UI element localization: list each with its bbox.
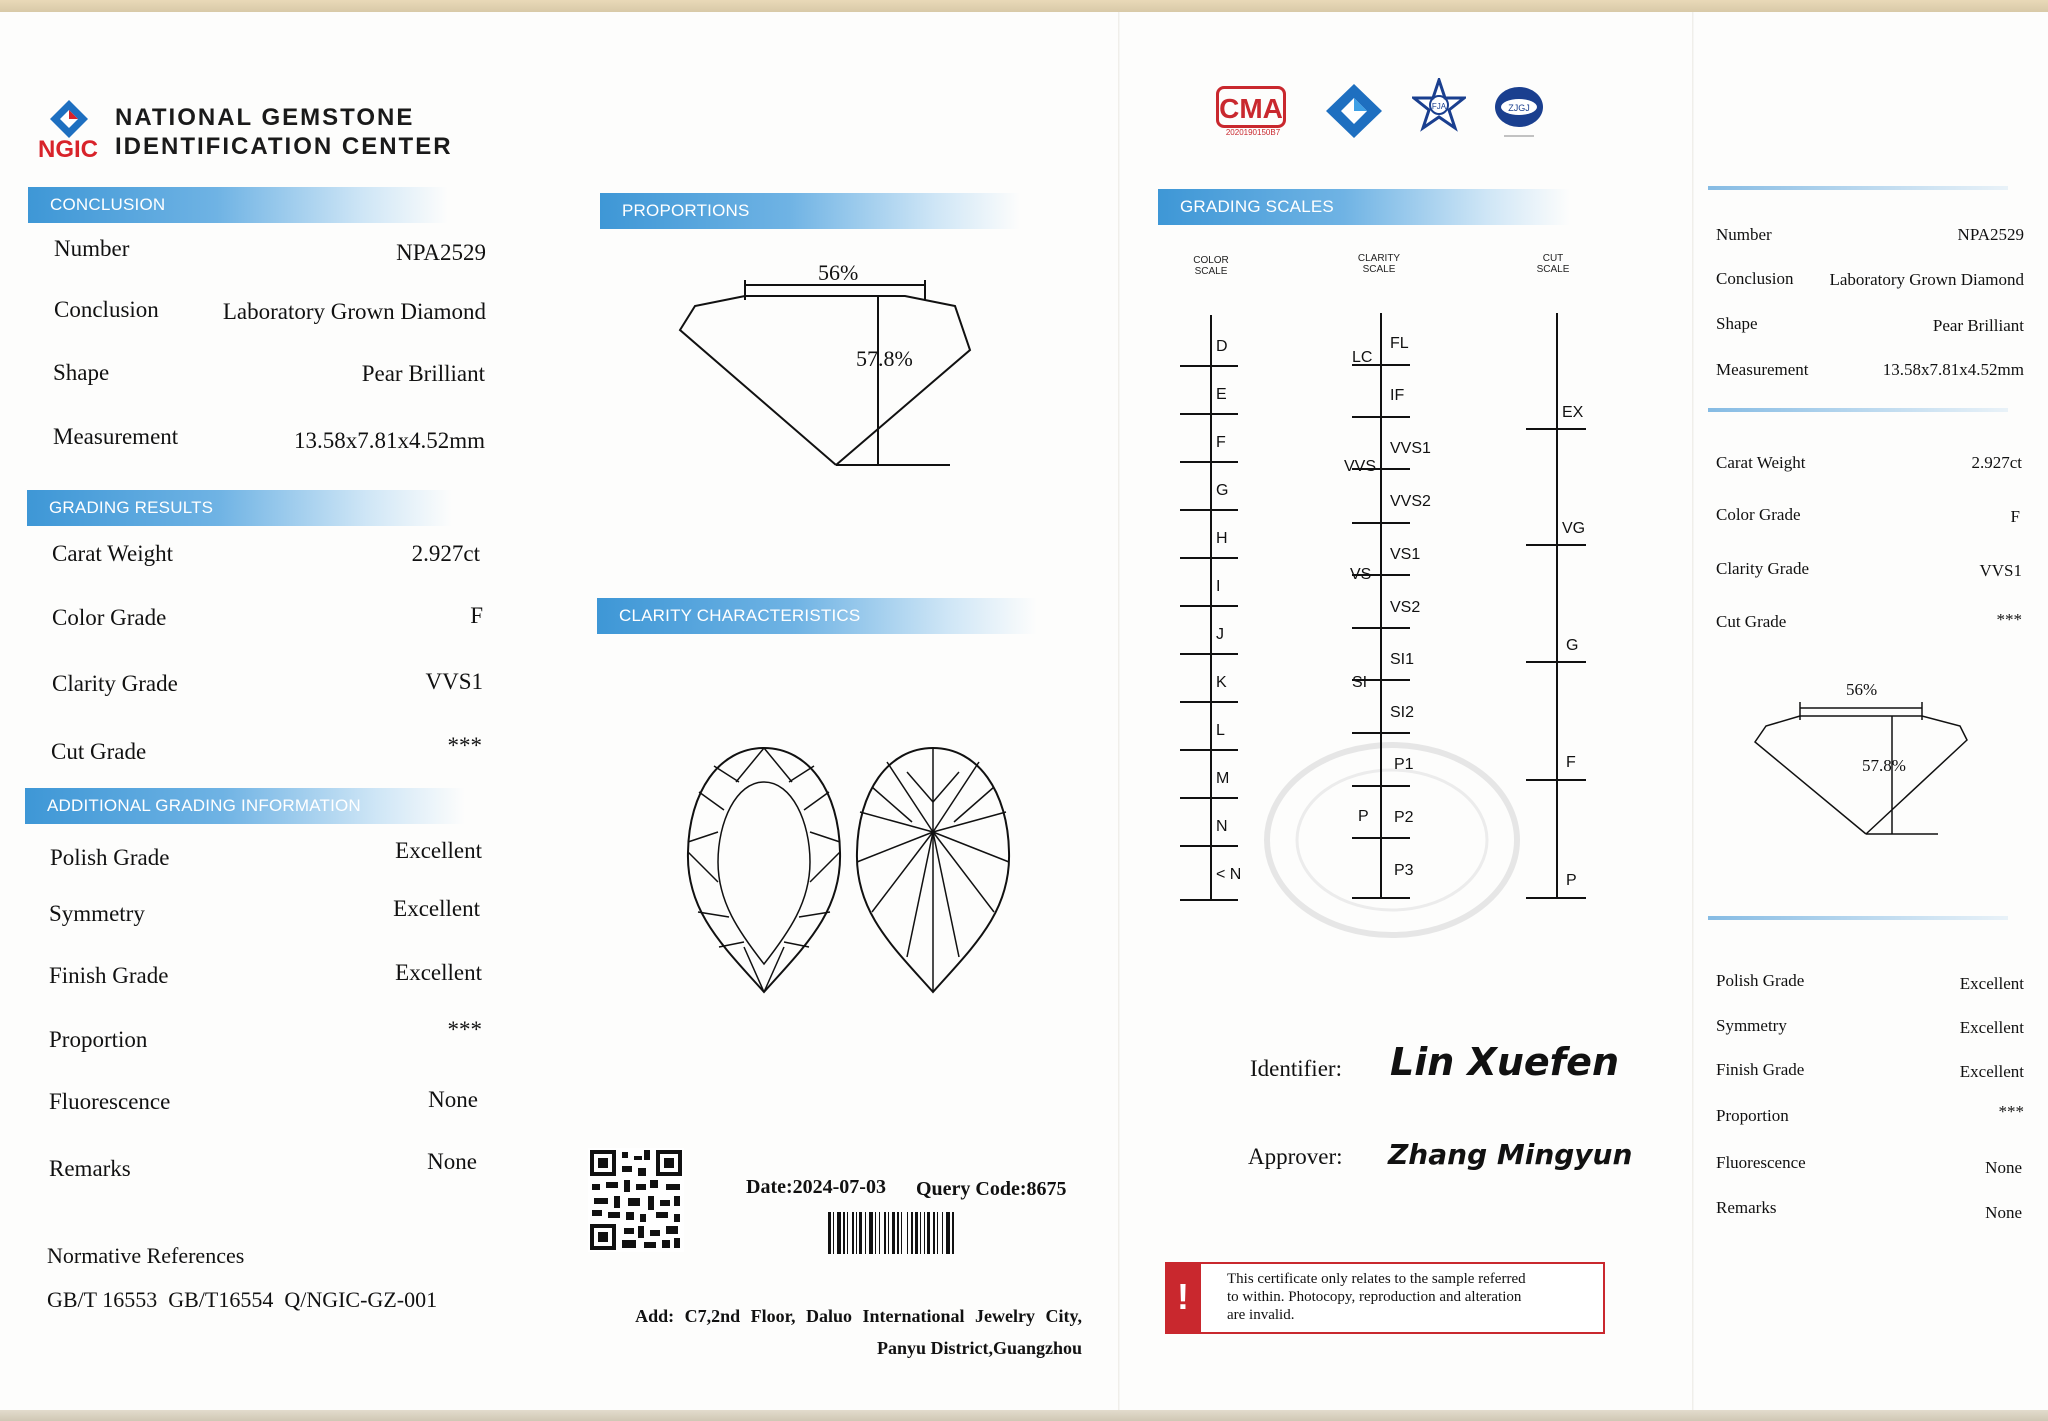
- depth-percent: 57.8%: [856, 346, 913, 371]
- paper-bottom-edge: [0, 1410, 2048, 1421]
- fold-line: [1118, 12, 1120, 1410]
- clarity-grade-si1: SI1: [1390, 651, 1415, 668]
- clarity-group-p: P: [1358, 808, 1369, 825]
- cma-number: 2020190150B7: [1225, 128, 1281, 137]
- disclaimer-line3: are invalid.: [1227, 1307, 1295, 1323]
- color-scale-axis: [1210, 315, 1212, 901]
- cut-scale-head-line1: CUT: [1542, 253, 1564, 264]
- proportion-diagram: [660, 260, 1000, 480]
- fluorescence-value: None: [428, 1087, 478, 1112]
- identifier-label: Identifier:: [1250, 1056, 1342, 1081]
- color-tick: [1180, 413, 1238, 415]
- issue-date: Date:2024-07-03: [746, 1176, 886, 1198]
- cut-grade-p: P: [1566, 872, 1577, 889]
- proportions-banner: PROPORTIONS: [600, 193, 1020, 229]
- cut-scale-head-line2: SCALE: [1536, 264, 1570, 275]
- cut-tick: [1526, 428, 1586, 430]
- color-grade-below-n: < N: [1216, 866, 1242, 883]
- org-name-line1: NATIONAL GEMSTONE: [115, 104, 415, 131]
- grading-scales-banner: GRADING SCALES: [1158, 189, 1570, 225]
- org-abbr: NGIC: [38, 136, 98, 163]
- org-name-line2: IDENTIFICATION CENTER: [115, 133, 453, 160]
- clarity-grade-p3: P3: [1394, 862, 1414, 879]
- cut-grade-label: Cut Grade: [51, 739, 147, 764]
- summary-divider: [1708, 186, 2008, 190]
- cut-grade-ex: EX: [1562, 404, 1584, 421]
- color-grade-j: J: [1216, 626, 1224, 643]
- cut-scale-head: [1528, 253, 1578, 275]
- summary-remarks-label: Remarks: [1716, 1198, 1777, 1217]
- clarity-grade-value: VVS1: [425, 669, 483, 694]
- color-grade-n: N: [1216, 818, 1228, 835]
- summary-shape-value: Pear Brilliant: [1932, 316, 2024, 335]
- cut-tick: [1526, 544, 1586, 546]
- clarity-group-si: SI: [1352, 674, 1368, 691]
- fold-line: [1692, 12, 1694, 1410]
- summary-divider: [1708, 916, 2008, 920]
- references-text: GB/T 16553 GB/T16554 Q/NGIC-GZ-001: [47, 1287, 438, 1312]
- summary-divider: [1708, 408, 2008, 412]
- color-grade-h: H: [1216, 530, 1228, 547]
- color-grade-i: I: [1216, 578, 1221, 595]
- pear-crown-plot: [684, 742, 844, 996]
- shape-value: Pear Brilliant: [361, 361, 485, 386]
- summary-remarks-value: None: [1985, 1203, 2022, 1222]
- identifier-signature: Lin Xuefen: [1390, 1040, 1620, 1084]
- pear-pavilion-plot: [852, 742, 1014, 996]
- paper-top-edge: [0, 0, 2048, 12]
- clarity-scale-head-line1: CLARITY: [1357, 253, 1401, 264]
- color-grade-e: E: [1216, 386, 1227, 403]
- color-grade-label: Color Grade: [52, 605, 167, 630]
- summary-finish-label: Finish Grade: [1716, 1060, 1805, 1079]
- clarity-grade-if: IF: [1390, 387, 1405, 404]
- clarity-tick: [1352, 732, 1410, 734]
- fluorescence-label: Fluorescence: [49, 1089, 171, 1114]
- proportion-label: Proportion: [49, 1027, 148, 1052]
- clarity-group-vs: VS: [1350, 566, 1372, 583]
- color-grade-g: G: [1216, 482, 1229, 499]
- cut-grade-f: F: [1566, 754, 1576, 771]
- summary-carat-value: 2.927ct: [1971, 453, 2022, 472]
- clarity-tick: [1352, 837, 1410, 839]
- symmetry-value: Excellent: [393, 896, 480, 921]
- measurement-value: 13.58x7.81x4.52mm: [293, 428, 485, 453]
- summary-table-percent: 56%: [1846, 680, 1878, 699]
- summary-cut-label: Cut Grade: [1716, 612, 1787, 631]
- summary-fluorescence-value: None: [1985, 1158, 2022, 1177]
- summary-number-label: Number: [1716, 225, 1772, 244]
- color-tick: [1180, 701, 1238, 703]
- summary-finish-value: Excellent: [1959, 1062, 2024, 1081]
- summary-polish-value: Excellent: [1959, 974, 2024, 993]
- cut-scale-axis: [1556, 313, 1558, 899]
- remarks-label: Remarks: [49, 1156, 131, 1181]
- color-tick: [1180, 557, 1238, 559]
- cut-grade-g: G: [1566, 637, 1579, 654]
- conclusion-banner: CONCLUSION: [28, 187, 448, 223]
- cut-tick: [1526, 661, 1586, 663]
- clarity-scale-head-line2: SCALE: [1362, 264, 1396, 275]
- color-scale-head-line2: SCALE: [1194, 266, 1228, 277]
- cut-tick: [1526, 779, 1586, 781]
- summary-conclusion-label: Conclusion: [1716, 269, 1794, 288]
- finish-label: Finish Grade: [49, 963, 169, 988]
- conclusion-label: Conclusion: [54, 297, 159, 322]
- summary-conclusion-value: Laboratory Grown Diamond: [1829, 270, 2024, 289]
- clarity-tick: [1352, 897, 1410, 899]
- cut-tick: [1526, 897, 1586, 899]
- color-scale-head-line1: COLOR: [1193, 255, 1229, 266]
- approver-signature: Zhang Mingyun: [1388, 1138, 1633, 1171]
- shape-label: Shape: [53, 360, 110, 385]
- clarity-grade-p1: P1: [1394, 756, 1414, 773]
- color-tick: [1180, 899, 1238, 901]
- clarity-group-vvs: VVS: [1344, 458, 1377, 475]
- clarity-group-lc: LC: [1352, 349, 1373, 366]
- clarity-tick: [1352, 416, 1410, 418]
- polish-label: Polish Grade: [50, 845, 170, 870]
- conclusion-value: Laboratory Grown Diamond: [222, 299, 486, 324]
- address-line2: Panyu District,Guangzhou: [876, 1338, 1082, 1358]
- barcode[interactable]: [828, 1212, 1070, 1254]
- summary-symmetry-label: Symmetry: [1716, 1016, 1787, 1035]
- summary-polish-label: Polish Grade: [1716, 971, 1805, 990]
- number-value: NPA2529: [396, 240, 486, 265]
- summary-number-value: NPA2529: [1957, 225, 2024, 244]
- svg-text:ZJGJ: ZJGJ: [1508, 103, 1530, 113]
- color-grade-f: F: [1216, 434, 1226, 451]
- fja-star-icon: [1412, 78, 1466, 132]
- summary-shape-label: Shape: [1716, 314, 1758, 333]
- cut-grade-value: ***: [447, 733, 482, 758]
- clarity-grade-label: Clarity Grade: [52, 671, 178, 696]
- qr-code[interactable]: [588, 1148, 684, 1252]
- proportion-value: ***: [447, 1017, 482, 1042]
- color-grade-d: D: [1216, 338, 1228, 355]
- disclaimer-text: [1227, 1270, 1526, 1324]
- carat-value: 2.927ct: [411, 541, 480, 566]
- clarity-scale-axis: [1380, 313, 1382, 899]
- ngic-mark-icon: [1322, 82, 1386, 140]
- summary-color-value: F: [2010, 507, 2020, 526]
- color-tick: [1180, 365, 1238, 367]
- number-label: Number: [54, 236, 130, 261]
- summary-clarity-value: VVS1: [1979, 561, 2022, 580]
- query-code: Query Code:8675: [916, 1178, 1067, 1200]
- warning-icon: !: [1165, 1262, 1201, 1332]
- remarks-value: None: [427, 1149, 477, 1174]
- clarity-tick: [1352, 785, 1410, 787]
- carat-label: Carat Weight: [52, 541, 173, 566]
- color-tick: [1180, 461, 1238, 463]
- disclaimer-box: [1165, 1262, 1605, 1334]
- clarity-grade-p2: P2: [1394, 809, 1414, 826]
- disclaimer-line2: to within. Photocopy, reproduction and alteration: [1227, 1289, 1522, 1305]
- disclaimer-line1: This certificate only relates to the sample referred: [1227, 1271, 1526, 1287]
- clarity-grade-vs2: VS2: [1390, 599, 1421, 616]
- clarity-tick: [1352, 522, 1410, 524]
- clarity-grade-fl: FL: [1390, 335, 1409, 352]
- summary-depth-percent: 57.8%: [1862, 756, 1906, 775]
- summary-measurement-label: Measurement: [1716, 360, 1809, 379]
- embossed-seal: [1262, 740, 1522, 940]
- zjgj-mark-icon: [1490, 84, 1548, 140]
- color-tick: [1180, 749, 1238, 751]
- polish-value: Excellent: [395, 838, 482, 863]
- references-title: Normative References: [47, 1243, 245, 1268]
- color-tick: [1180, 797, 1238, 799]
- summary-proportion-value: ***: [1998, 1102, 2024, 1121]
- color-tick: [1180, 653, 1238, 655]
- cut-grade-vg: VG: [1562, 520, 1586, 537]
- additional-info-banner: ADDITIONAL GRADING INFORMATION: [25, 788, 465, 824]
- address-line1: Add: C7,2nd Floor, Daluo International Jewelry City,: [635, 1306, 1082, 1326]
- summary-color-label: Color Grade: [1716, 505, 1801, 524]
- grading-results-banner: GRADING RESULTS: [27, 490, 452, 526]
- color-tick: [1180, 845, 1238, 847]
- summary-symmetry-value: Excellent: [1959, 1018, 2024, 1037]
- color-grade-value: F: [470, 603, 483, 628]
- symmetry-label: Symmetry: [49, 901, 145, 926]
- clarity-characteristics-banner: CLARITY CHARACTERISTICS: [597, 598, 1037, 634]
- measurement-label: Measurement: [53, 424, 179, 449]
- cma-mark-icon: CMA: [1216, 86, 1286, 128]
- summary-cut-value: ***: [1996, 610, 2022, 629]
- table-percent: 56%: [818, 260, 859, 285]
- clarity-grade-vvs1: VVS1: [1390, 440, 1431, 457]
- svg-text:FJA: FJA: [1431, 102, 1447, 111]
- clarity-tick: [1352, 627, 1410, 629]
- summary-proportion-label: Proportion: [1716, 1106, 1789, 1125]
- clarity-grade-vvs2: VVS2: [1390, 493, 1431, 510]
- summary-clarity-label: Clarity Grade: [1716, 559, 1809, 578]
- clarity-grade-si2: SI2: [1390, 704, 1415, 721]
- color-grade-k: K: [1216, 674, 1227, 691]
- color-tick: [1180, 509, 1238, 511]
- color-grade-m: M: [1216, 770, 1230, 787]
- summary-fluorescence-label: Fluorescence: [1716, 1153, 1806, 1172]
- color-scale-head: [1186, 255, 1236, 277]
- finish-value: Excellent: [395, 960, 482, 985]
- clarity-grade-vs1: VS1: [1390, 546, 1421, 563]
- summary-carat-label: Carat Weight: [1716, 453, 1806, 472]
- clarity-scale-head: [1352, 253, 1406, 275]
- color-tick: [1180, 605, 1238, 607]
- color-grade-l: L: [1216, 722, 1225, 739]
- approver-label: Approver:: [1248, 1144, 1343, 1169]
- summary-measurement-value: 13.58x7.81x4.52mm: [1882, 360, 2024, 379]
